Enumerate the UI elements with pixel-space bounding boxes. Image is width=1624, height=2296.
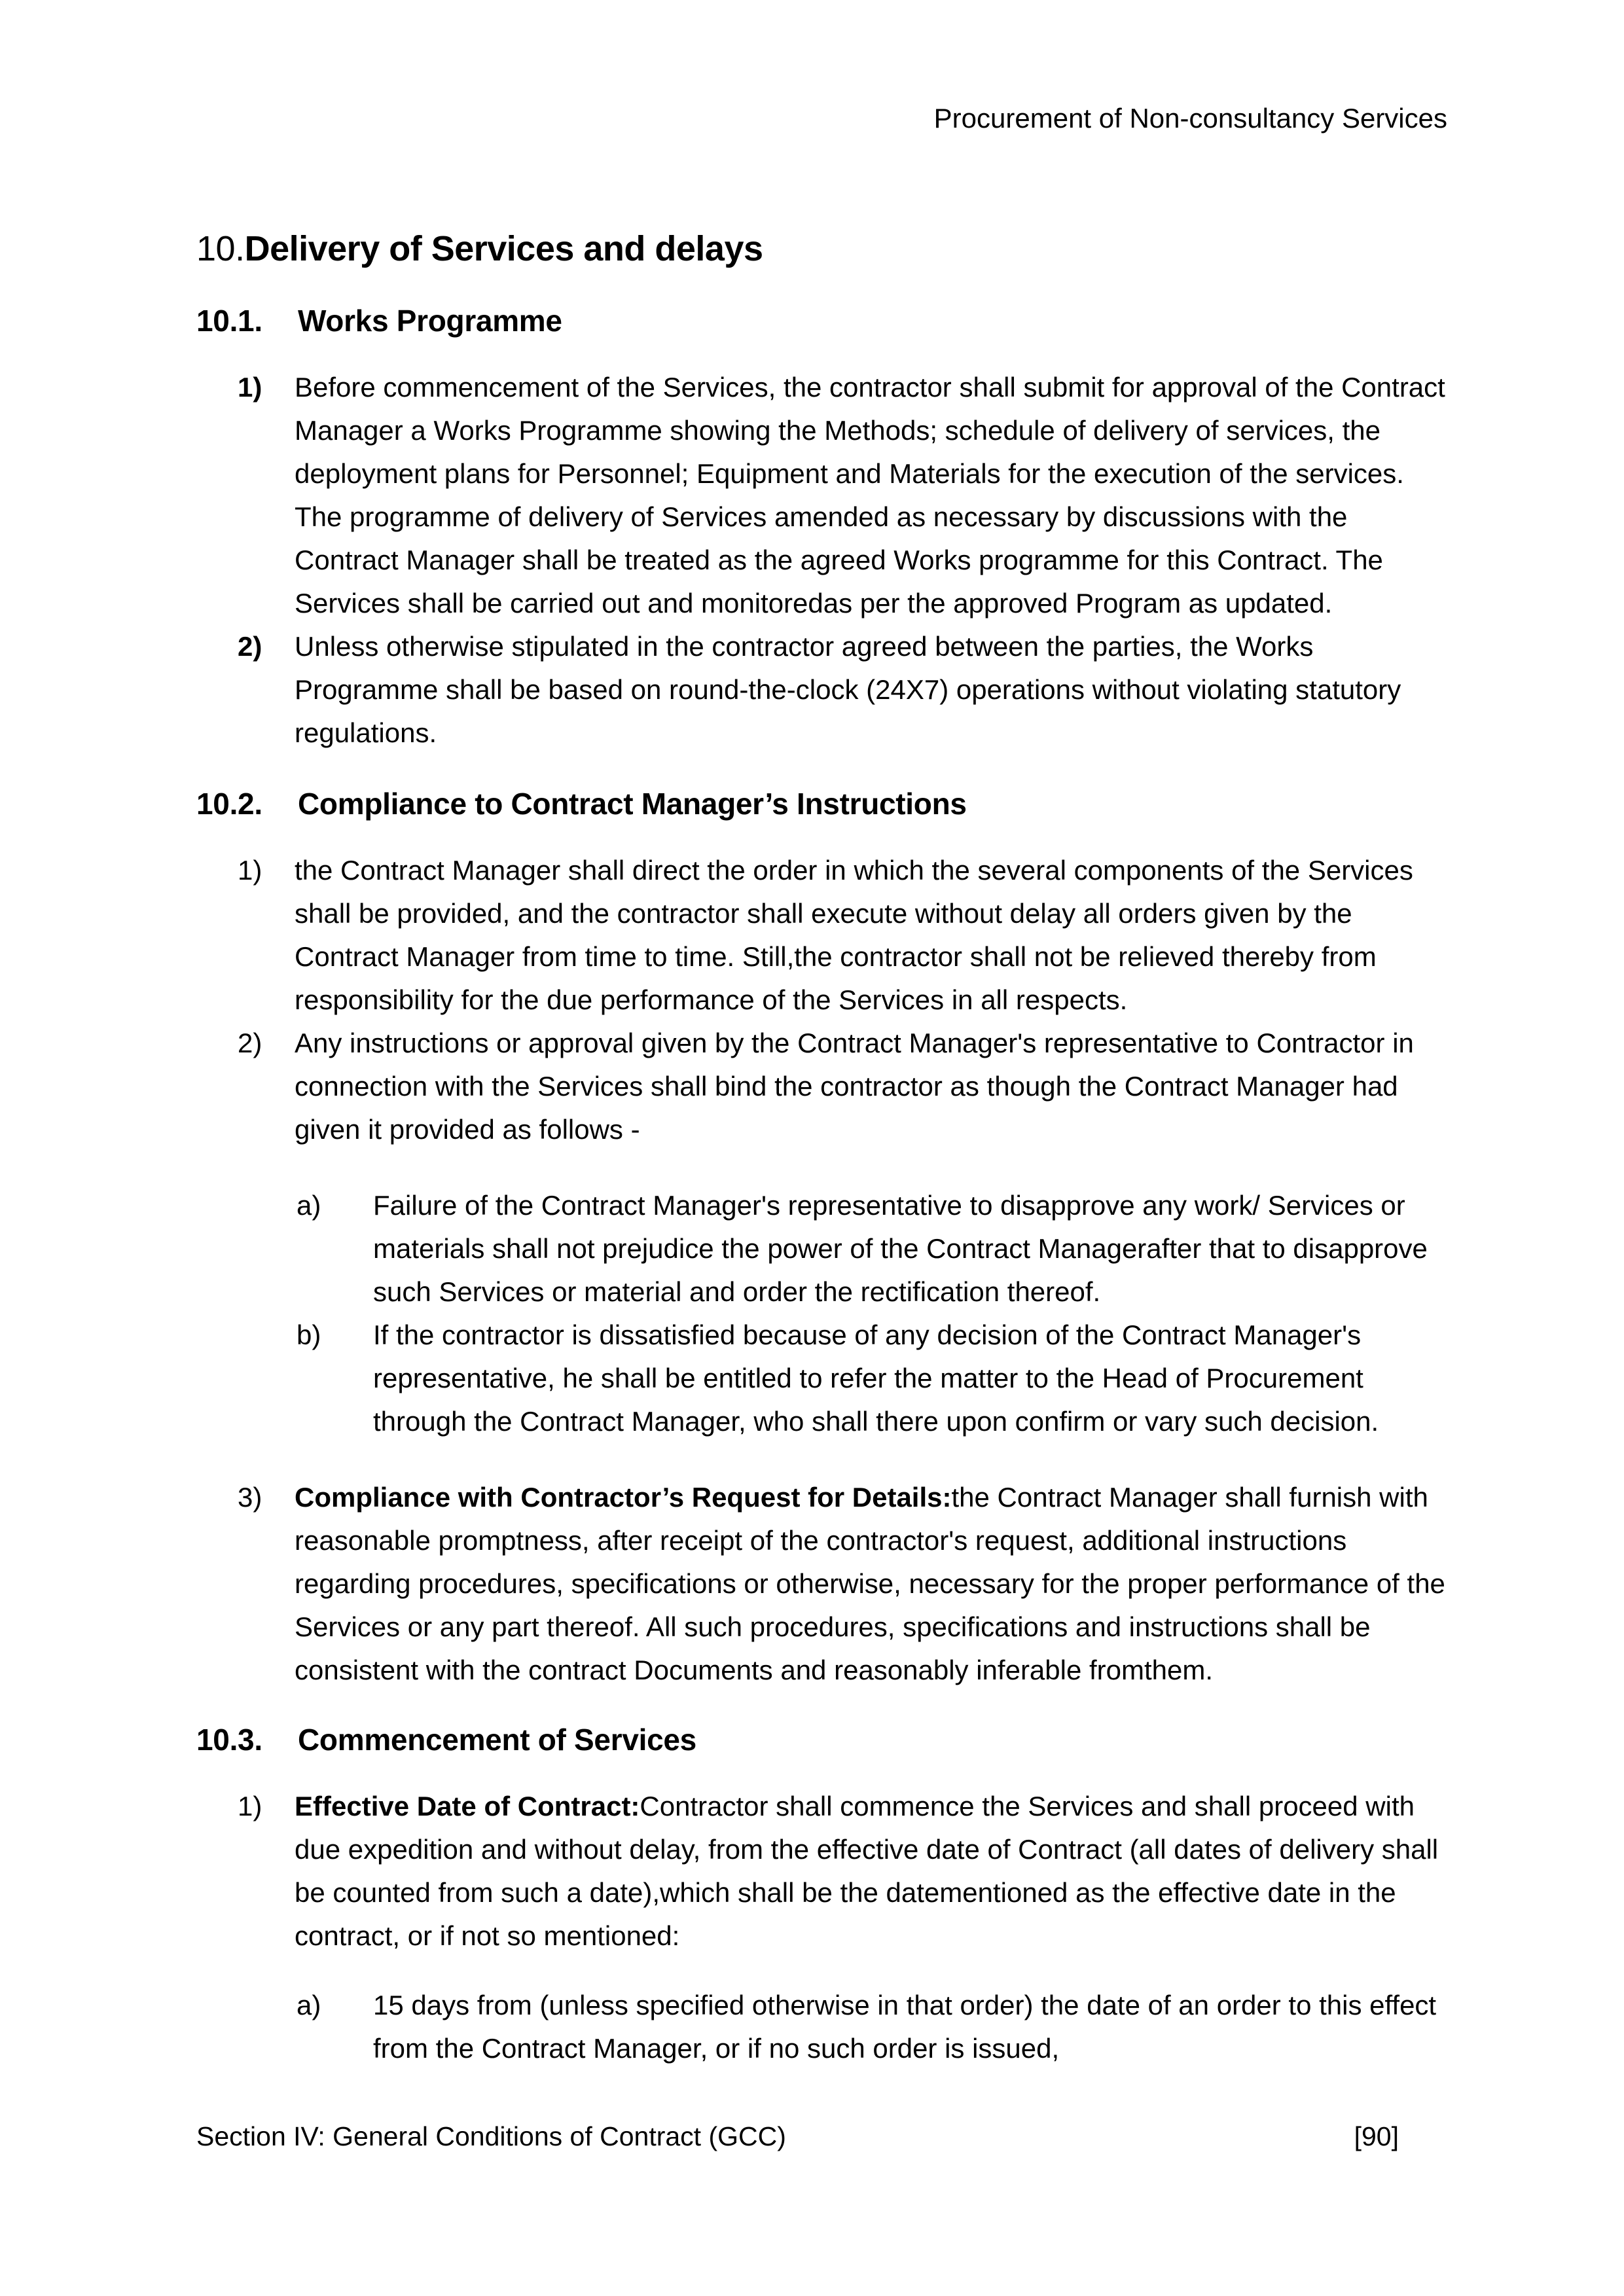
section-number: 10.3. xyxy=(196,1723,262,1757)
doc-title xyxy=(196,226,1447,272)
item-body: Contractor shall commence the Services and shall proceed with due expedition and without delay, from the effective date of Contract (all dates of delivery shall be counted from such a date),which shall be the datementioned as the effective date in the contract, or if not so mentioned: xyxy=(295,1791,1439,1951)
section-heading xyxy=(196,782,1447,825)
item-text: Any instructions or approval given by the Contract Manager's representative to Contractor in connection with the Services shall bind the contractor as though the Contract Manager had given it provided as follows - xyxy=(295,1028,1414,1145)
item-text xyxy=(295,1785,1447,1958)
item-marker: a) xyxy=(297,1990,321,2020)
doc-title-label: Delivery of Services and delays xyxy=(244,229,763,268)
section-heading xyxy=(196,299,1447,342)
item-lead: Compliance with Contractor’s Request for Details: xyxy=(295,1482,952,1513)
item-text: Unless otherwise stipulated in the contractor agreed between the parties, the Works Programme shall be based on round-the-clock (24X7) operations without violating statutory regulations. xyxy=(295,631,1401,748)
item-lead: Effective Date of Contract: xyxy=(295,1791,640,1821)
section-number: 10.1. xyxy=(196,304,262,338)
section-heading xyxy=(196,1718,1447,1761)
item-marker: 2) xyxy=(238,1028,262,1058)
section-compliance-instructions xyxy=(196,782,1447,1692)
item-marker: a) xyxy=(297,1190,321,1221)
item-marker: 3) xyxy=(238,1482,262,1513)
section-heading-label: Works Programme xyxy=(298,304,562,338)
list-subitem xyxy=(196,1184,1447,1314)
doc-title-number: 10. xyxy=(196,229,245,268)
header-text: Procurement of Non-consultancy Services xyxy=(933,103,1447,134)
page-footer xyxy=(196,2119,1399,2153)
item-text: 15 days from (unless specified otherwise in that order) the date of an order to this effect from the Contract Manager, or if no such order is issued, xyxy=(373,1990,1437,2064)
item-text: Before commencement of the Services, the contractor shall submit for approval of the Contract Manager a Works Programme showing the Methods; schedule of delivery of services, the deployment plans for Personnel; Equipment and Materials for the execution of the services. The programme of delivery of Services amended as necessary by discussions with the Contract Manager shall be treated as the agreed Works programme for this Contract. The Services shall be carried out and monitoredas per the approved Program as updated. xyxy=(295,372,1445,619)
footer-section-label: Section IV: General Conditions of Contract (GCC) xyxy=(196,2121,786,2151)
item-body: the Contract Manager shall furnish with reasonable promptness, after receipt of the contractor's request, additional instructions regarding procedures, specifications or otherwise, necessary for the proper performance of the Services or any part thereof. All such procedures, specifications and instructions shall be consistent with the contract Documents and reasonably inferable fromthem. xyxy=(295,1482,1445,1685)
list-item xyxy=(196,625,1447,755)
item-marker: b) xyxy=(297,1319,321,1350)
section-heading-label: Compliance to Contract Manager’s Instructions xyxy=(298,787,967,821)
section-items xyxy=(196,366,1447,755)
item-marker: 1) xyxy=(238,372,262,403)
list-subitem xyxy=(196,1984,1447,2070)
list-subitem xyxy=(196,1314,1447,1443)
footer-page-number: [90] xyxy=(1354,2121,1399,2151)
section-commencement-of-services xyxy=(196,1718,1447,2070)
list-item xyxy=(196,1785,1447,1958)
item-text: If the contractor is dissatisfied because of any decision of the Contract Manager's representative, he shall be entitled to refer the matter to the Head of Procurement through the Contract Manager, who shall there upon confirm or vary such decision. xyxy=(373,1319,1379,1437)
list-item xyxy=(196,1022,1447,1151)
item-marker: 2) xyxy=(238,631,262,662)
item-text: the Contract Manager shall direct the order in which the several components of the Services shall be provided, and the contractor shall execute without delay all orders given by the Contract Manager from time to time. Still,the contractor shall not be relieved thereby from responsibility for the due performance of the Services in all respects. xyxy=(295,855,1413,1015)
section-items xyxy=(196,1785,1447,2070)
section-works-programme xyxy=(196,299,1447,755)
page-header xyxy=(196,101,1447,135)
item-text: Failure of the Contract Manager's representative to disapprove any work/ Services or materials shall not prejudice the power of the Contract Managerafter that to disapprove such Services or material and order the rectification thereof. xyxy=(373,1190,1428,1307)
item-text xyxy=(295,1476,1447,1692)
section-number: 10.2. xyxy=(196,787,262,821)
item-marker: 1) xyxy=(238,855,262,886)
list-item xyxy=(196,366,1447,625)
list-item xyxy=(196,849,1447,1022)
section-heading-label: Commencement of Services xyxy=(298,1723,696,1757)
item-marker: 1) xyxy=(238,1791,262,1821)
section-items xyxy=(196,849,1447,1692)
list-item xyxy=(196,1476,1447,1692)
